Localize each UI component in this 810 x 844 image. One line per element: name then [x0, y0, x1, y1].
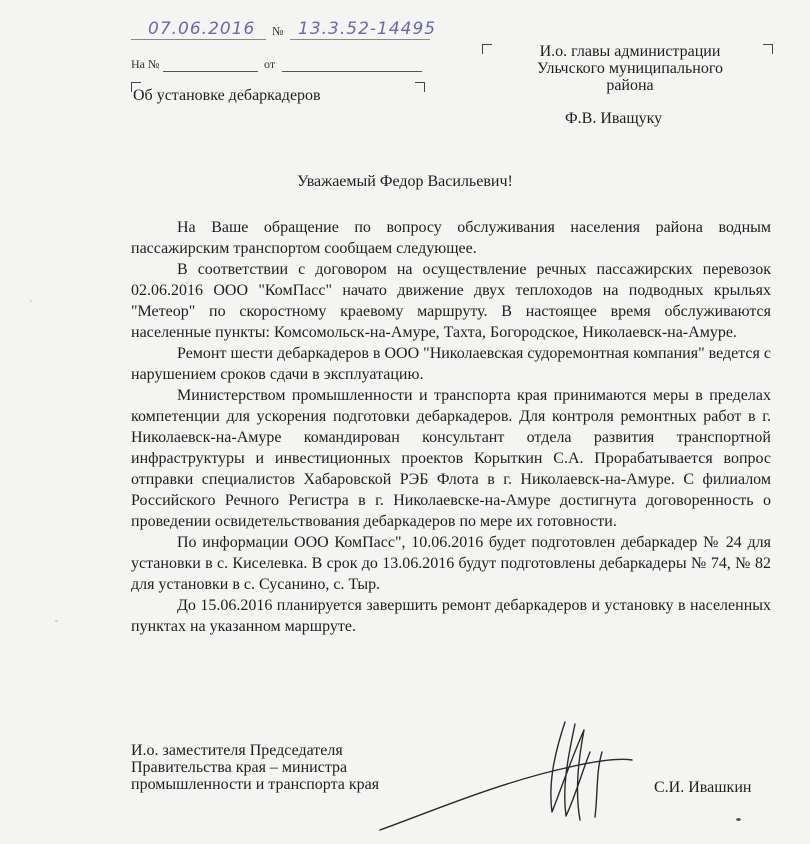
number-handwritten: 13.3.52-14495: [298, 19, 437, 39]
subject-line: Об установке дебаркадеров: [133, 87, 321, 104]
number-underline: [290, 39, 430, 40]
scan-speck: [736, 818, 741, 821]
signatory-title: [131, 742, 379, 793]
signatory-line-3: промышленности и транспорта края: [131, 776, 380, 793]
addressee-line-1: И.о. главы администрации: [539, 43, 721, 60]
addressee-name: Ф.В. Иващуку: [565, 110, 663, 127]
handwritten-signature: [370, 712, 640, 842]
from-label: от: [264, 57, 276, 71]
paragraph: До 15.06.2016 планируется завершить ремонт дебаркадеров и установку в населенных пунктах на указанном маршруте.: [131, 597, 771, 635]
number-label: №: [272, 24, 284, 38]
from-underline: [282, 71, 422, 72]
address-corner-left: [482, 44, 492, 54]
ref-label: На №: [131, 57, 160, 71]
letter-body: [131, 217, 771, 637]
ref-underline: [163, 71, 258, 72]
addressee-line-3: района: [606, 77, 654, 94]
scan-speck: [55, 620, 58, 622]
paragraph: Министерством промышленности и транспорта края принимаются меры в пределах компетенции для ускорения подготовки дебаркадеров. Для контроля ремонтных работ в г. Николаевск-на-Амуре командирован консультант отдела развития транспортной инфраструктуры и инвестиционных проектов Корыткин С.А. Прорабатывается вопрос отправки специалистов Хабаровской РЭБ Флота в г. Николаевск-на-Амуре. С филиалом Российского Речного Регистра в г. Николаевске-на-Амуре достигнута договоренность о проведении освидетельствования дебаркадеров по мере их готовности.: [131, 387, 771, 530]
date-handwritten: 07.06.2016: [148, 19, 256, 39]
signatory-name: С.И. Ивашкин: [654, 779, 752, 796]
paragraph: Ремонт шести дебаркадеров в ООО "Николаевская судоремонтная компания" ведется с нарушением сроков сдачи в эксплуатацию.: [131, 345, 771, 383]
paragraph: По информации ООО КомПасс", 10.06.2016 будет подготовлен дебаркадер № 24 для установки в с. Киселевка. В срок до 13.06.2016 будут подготовлены дебаркадеры № 74, № 82 для установки в с. Сусанино, с. Тыр.: [131, 534, 771, 593]
paragraph: В соответствии с договором на осуществление речных пассажирских перевозок 02.06.2016 ООО "КомПасс" начато движение двух теплоходов на подводных крыльях "Метеор" по скоростному краевому маршруту. В настоящее время обслуживаются населенные пункты: Комсомольск-на-Амуре, Тахта, Богородское, Николаевск-на-Амуре.: [131, 261, 771, 341]
address-corner-right: [763, 44, 773, 54]
addressee-block: [505, 43, 755, 94]
salutation: Уважаемый Федор Васильевич!: [297, 173, 513, 190]
addressee-line-2: Ульчского муниципального: [536, 60, 724, 77]
scan-speck: [30, 300, 32, 302]
signatory-line-2: Правительства края – министра: [131, 759, 348, 776]
subject-corner-right: [415, 82, 425, 92]
signatory-line-1: И.о. заместителя Председателя: [131, 742, 343, 759]
date-underline: [131, 39, 266, 40]
paragraph: На Ваше обращение по вопросу обслуживания населения района водным пассажирским транспортом сообщаем следующее.: [131, 219, 771, 257]
